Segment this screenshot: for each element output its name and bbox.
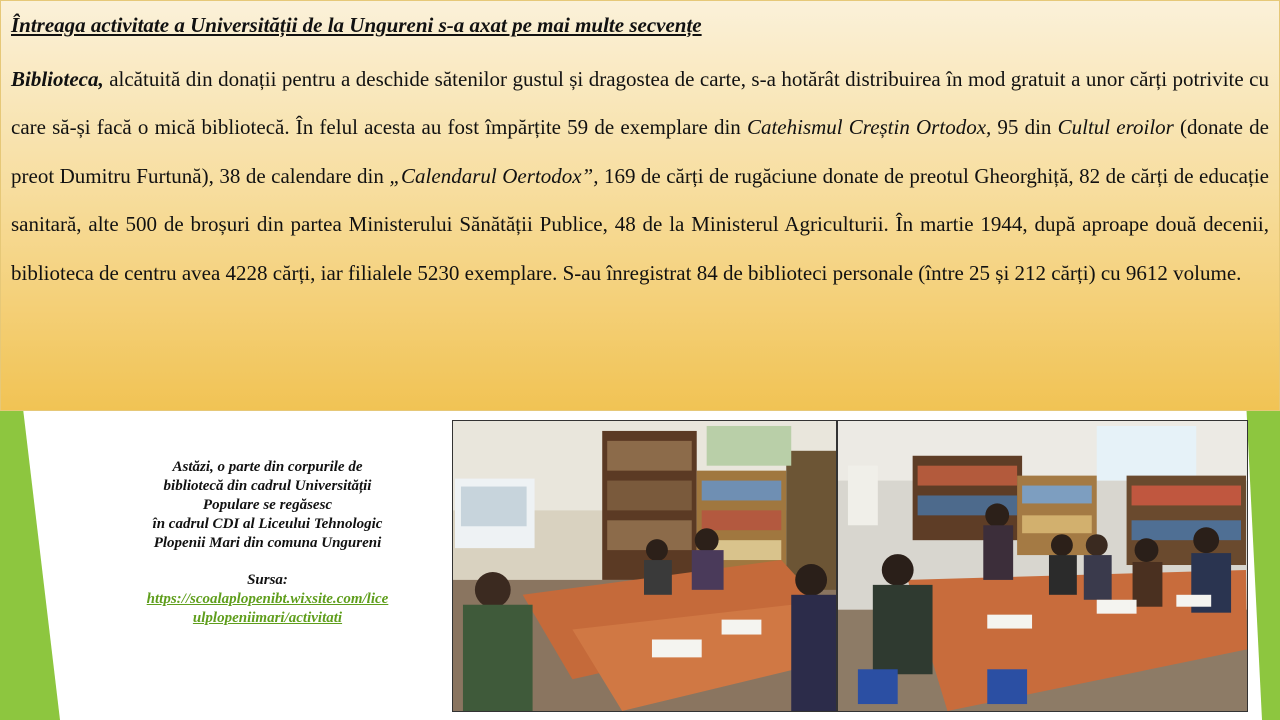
source-link-part-2[interactable]: ulplopeniimari/activitati — [192, 610, 343, 626]
caption-line: bibliotecă din cadrul Universității — [163, 478, 372, 494]
slide-heading: Întreaga activitate a Universității de la Ungureni s-a axat pe mai multe secvențe — [11, 13, 702, 37]
main-paragraph — [11, 55, 1269, 297]
caption-line: Populare se regăsesc — [202, 497, 333, 513]
paragraph-lead: Biblioteca, — [11, 67, 104, 91]
photo-caption — [100, 458, 435, 628]
paragraph-title-3: „Calendarul Oertodox”, — [389, 163, 599, 188]
source-link-part-1[interactable]: https://scoalaplopenibt.wixsite.com/lice — [146, 591, 389, 607]
caption-line: Astăzi, o parte din corpurile de — [172, 459, 363, 475]
paragraph-text-3: (donate de preot Dumitru Furtună), 38 de calendare din — [11, 115, 1269, 188]
paragraph-text-4: 169 de cărți de rugăciune donate de preotul Gheorghiță, 82 de cărți de educație sanitară, alte 500 de broșuri din partea Ministerului Sănătății Publice, 48 de la Ministerul Agriculturii. În martie 1944, după aproape două decenii, biblioteca de centru avea 4228 cărți, iar filialele 5230 exemplare. S-au înregistrat 84 de biblioteci personale (între 25 și 212 cărți) cu 9612 volume. — [11, 163, 1269, 285]
library-photo-left-image — [453, 421, 836, 711]
paragraph-text-2: 95 din — [991, 115, 1058, 140]
paragraph-title-2: Cultul eroilor — [1057, 115, 1174, 140]
caption-line: Plopenii Mari din comuna Ungureni — [153, 535, 382, 551]
library-photo-right-image — [838, 421, 1247, 711]
caption-line: în cadrul CDI al Liceului Tehnologic — [152, 516, 383, 532]
paragraph-text-1: alcătuită din donații pentru a deschide sătenilor gustul și dragostea de carte, s-a hotărât distribuirea în mod gratuit a unor cărți potrivite cu care să-și facă o mică bibliotecă. În felul acesta au fost împărțite 59 de exemplare din — [11, 67, 1269, 140]
library-photo-left — [452, 420, 837, 712]
left-decorative-shape — [0, 400, 60, 720]
library-photo-right — [837, 420, 1248, 712]
source-label: Sursa: — [247, 572, 288, 588]
paragraph-title-1: Catehismul Creștin Ortodox, — [746, 115, 992, 140]
